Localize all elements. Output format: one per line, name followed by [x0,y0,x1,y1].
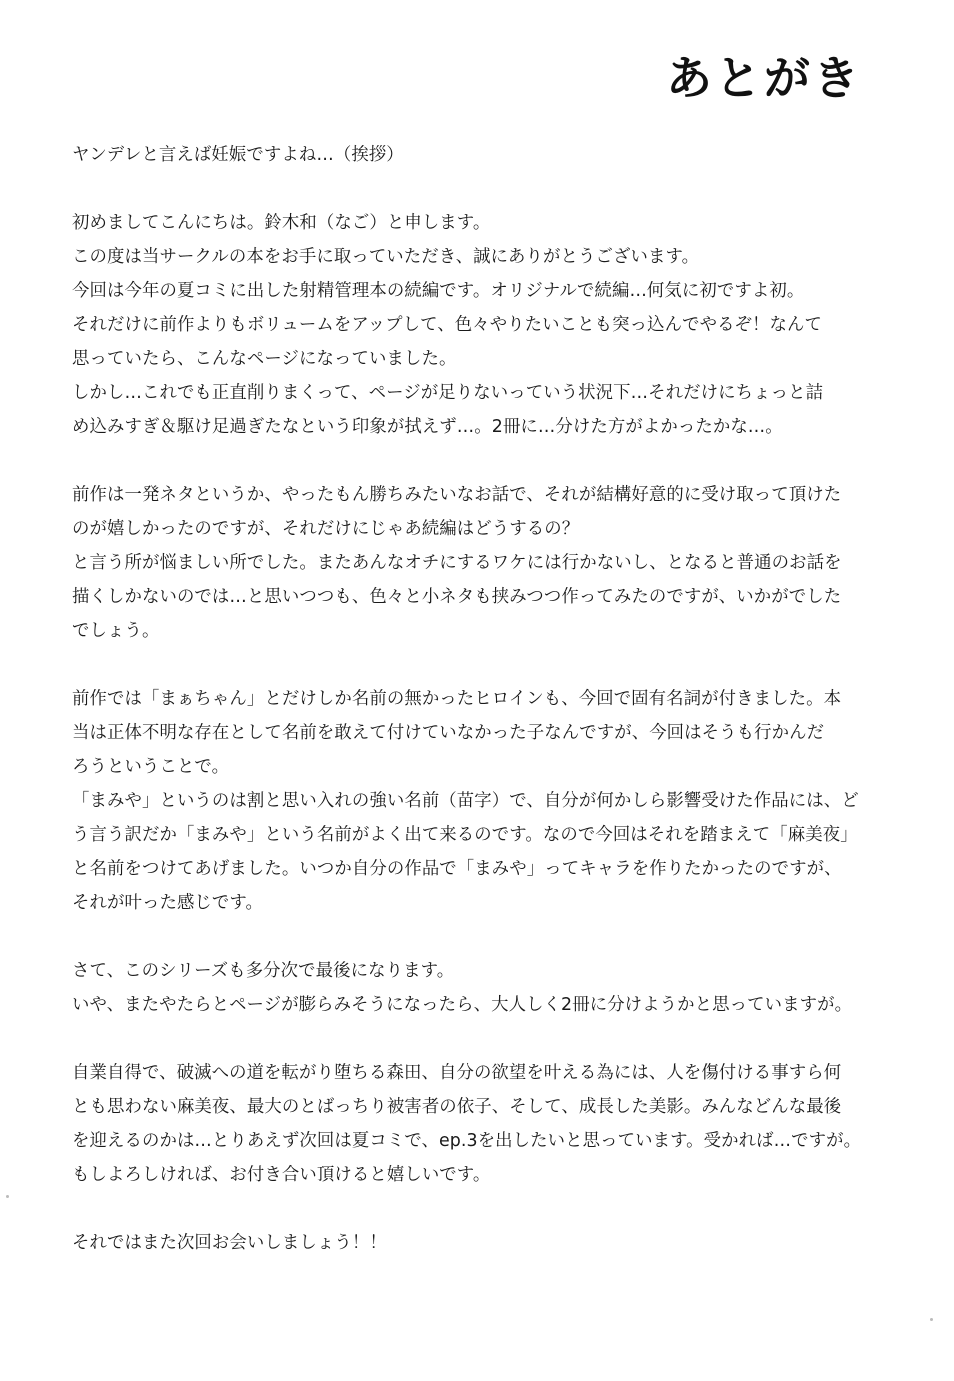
text-line: でしょう。 [72,621,160,641]
text-line: それではまた次回お会いしましょう！！ [72,1233,387,1253]
text-line: それだけに前作よりもボリュームをアップして、色々やりたいことも突っ込んでやるぞ！なんて [72,315,823,335]
page-title: あとがき [666,51,862,105]
scan-speck [6,1195,9,1198]
text-line: と名前をつけてあげました。いつか自分の作品で「まみや」ってキャラを作りたかったのですが、 [72,859,842,879]
text-line: いや、またやたらとページが膨らみそうになったら、大人しく2冊に分けようかと思っていますが。 [72,995,853,1015]
paragraph [72,682,862,920]
paragraph [72,206,862,444]
text-line: ヤンデレと言えば妊娠ですよね…（挨拶） [72,145,404,165]
text-line: のが嬉しかったのですが、それだけにじゃあ続編はどうするの？ [72,519,580,539]
scan-speck [930,1318,933,1321]
text-line: う言う訳だか「まみや」という名前がよく出て来るのです。なので今回はそれを踏まえて「麻美夜」 [72,825,858,845]
text-line: 今回は今年の夏コミに出した射精管理本の続編です。オリジナルで続編…何気に初ですよ初。 [72,281,805,301]
text-line: 思っていたら、こんなページになっていました。 [72,349,457,369]
text-line: この度は当サークルの本をお手に取っていただき、誠にありがとうございます。 [72,247,700,267]
text-line: め込みすぎ＆駆け足過ぎたなという印象が拭えず…。2冊に…分けた方がよかったかな…。 [72,417,783,437]
paragraph [72,954,862,1022]
paragraph [72,1056,862,1192]
paragraph [72,138,862,172]
paragraph [72,1226,862,1260]
afterword-body [72,138,862,1294]
text-line: とも思わない麻美夜、最大のとばっちり被害者の依子、そして、成長した美影。みんなどんな最後 [72,1097,842,1117]
text-line: 自業自得で、破滅への道を転がり堕ちる森田、自分の欲望を叶える為には、人を傷付ける事すら何 [72,1063,842,1083]
text-line: 前作は一発ネタというか、やったもん勝ちみたいなお話で、それが結構好意的に受け取って頂けた [72,485,842,505]
text-line: ろうということで。 [72,757,230,777]
text-line: 当は正体不明な存在として名前を敢えて付けていなかった子なんですが、今回はそうも行かんだ [72,723,825,743]
text-line: 初めましてこんにちは。鈴木和（なご）と申します。 [72,213,491,233]
text-line: 描くしかないのでは…と思いつつも、色々と小ネタも挟みつつ作ってみたのですが、いかがでした [72,587,842,607]
text-line: と言う所が悩ましい所でした。またあんなオチにするワケには行かないし、となると普通のお話を [72,553,842,573]
text-line: それが叶った感じです。 [72,893,264,913]
text-line: さて、このシリーズも多分次で最後になります。 [72,961,455,981]
text-line: を迎えるのかは…とりあえず次回は夏コミで、ep.3を出したいと思っています。受かれば…ですが。 [72,1131,862,1151]
text-line: 「まみや」というのは割と思い入れの強い名前（苗字）で、自分が何かしら影響受けた作品には、ど [72,791,859,811]
text-line: しかし…これでも正直削りまくって、ページが足りないっていう状況下…それだけにちょっと詰 [72,383,824,403]
text-line: 前作では「まぁちゃん」とだけしか名前の無かったヒロインも、今回で固有名詞が付きました。本 [72,689,842,709]
paragraph [72,478,862,648]
text-line: もしよろしければ、お付き合い頂けると嬉しいです。 [72,1165,491,1185]
